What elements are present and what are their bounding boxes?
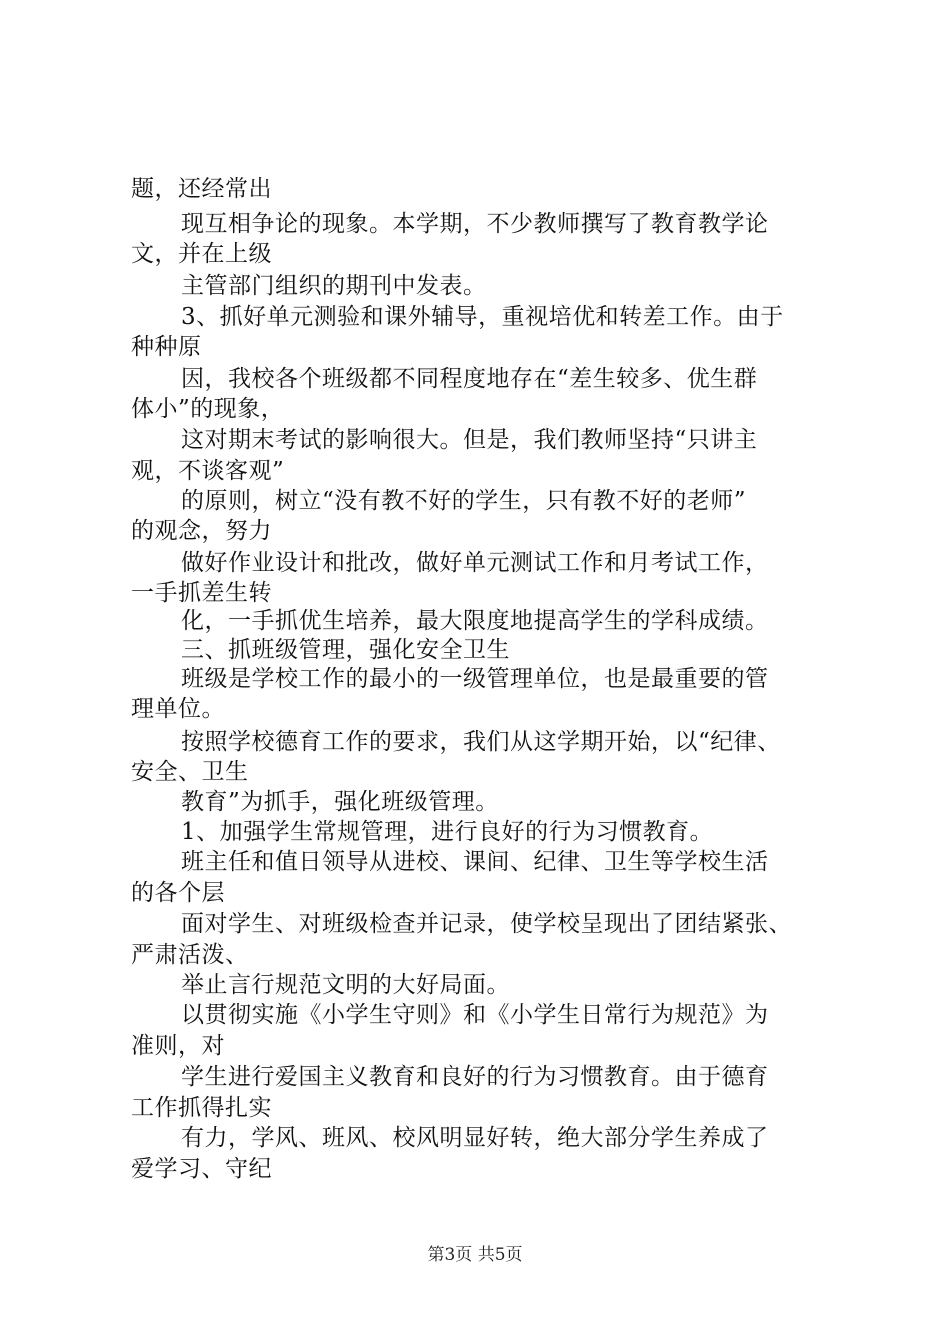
text-line: 主管部门组织的期刊中发表。 (181, 273, 487, 299)
text-line: 一手抓差生转 (131, 580, 272, 606)
page-footer: 第3页 共5页 (427, 1245, 523, 1265)
text-line: 观，不谈客观” (131, 458, 285, 484)
text-line: 有力，学风、班风、校风明显好转，绝大部分学生养成了 (181, 1125, 769, 1151)
text-line: 1、加强学生常规管理，进行良好的行为习惯教育。 (181, 819, 714, 845)
text-line: 准则，对 (131, 1033, 225, 1059)
text-line: 文，并在上级 (131, 241, 272, 267)
text-line: 现互相争论的现象。本学期，不少教师撰写了教育教学论 (181, 211, 769, 237)
text-line: 化，一手抓优生培养，最大限度地提高学生的学科成绩。 (181, 608, 769, 634)
text-line: 安全、卫生 (131, 759, 249, 785)
text-line: 学生进行爱国主义教育和良好的行为习惯教育。由于德育 (181, 1064, 769, 1090)
text-line: 举止言行规范文明的大好局面。 (181, 972, 510, 998)
text-line: 的原则，树立“没有教不好的学生，只有教不好的老师” (181, 488, 747, 514)
text-line: 种种原 (131, 334, 202, 360)
text-line: 3、抓好单元测验和课外辅导，重视培优和转差工作。由于 (181, 304, 784, 330)
text-line: 教育”为抓手，强化班级管理。 (181, 789, 499, 815)
text-line: 按照学校德育工作的要求，我们从这学期开始，以“纪律、 (181, 729, 781, 755)
text-line: 体小”的现象， (131, 396, 285, 422)
text-line: 以贯彻实施《小学生守则》和《小学生日常行为规范》为 (181, 1002, 769, 1028)
text-line: 题，还经常出 (131, 176, 272, 202)
text-line: 班级是学校工作的最小的一级管理单位，也是最重要的管 (181, 666, 769, 692)
text-line: 工作抓得扎实 (131, 1095, 272, 1121)
text-line: 做好作业设计和批改，做好单元测试工作和月考试工作， (181, 550, 769, 576)
text-line: 这对期末考试的影响很大。但是，我们教师坚持“只讲主 (181, 427, 758, 453)
section-heading: 三、抓班级管理，强化安全卫生 (181, 637, 510, 663)
text-line: 班主任和值日领导从进校、课间、纪律、卫生等学校生活 (181, 849, 769, 875)
text-line: 理单位。 (131, 696, 225, 722)
text-line: 的各个层 (131, 880, 225, 906)
text-line: 因，我校各个班级都不同程度地存在“差生较多、优生群 (181, 366, 758, 392)
text-line: 的观念，努力 (131, 518, 272, 544)
text-line: 严肃活泼、 (131, 942, 249, 968)
text-line: 爱学习、守纪 (131, 1156, 272, 1182)
text-line: 面对学生、对班级检查并记录，使学校呈现出了团结紧张、 (181, 911, 792, 937)
